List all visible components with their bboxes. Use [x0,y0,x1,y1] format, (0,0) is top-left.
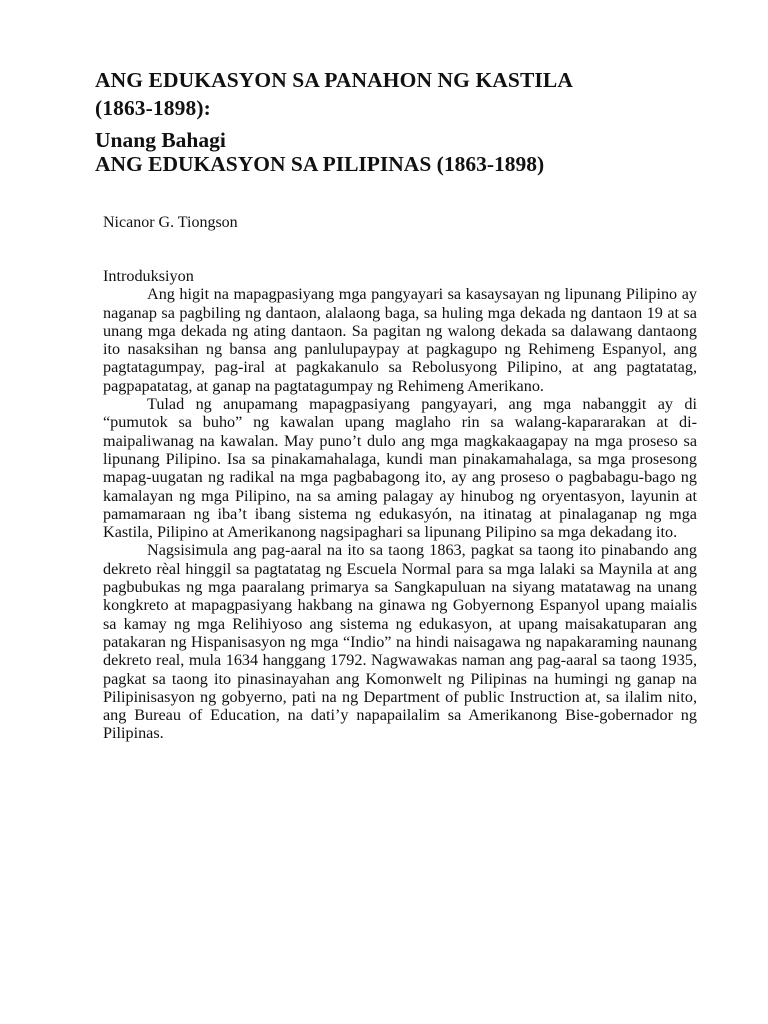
document-title-line-2: (1863-1898): [95,96,211,120]
section-heading: Introduksiyon [103,267,194,285]
paragraph-2: Tulad ng anupamang mapagpasiyang pangyayari, ang mga nabanggit ay di “pumutok sa buho” ng kawalan upang maglaho rin sa walang-kapararakan at di-maipaliwanag na kawalan. May puno’t dulo ang mga magkakaagapay na mga proseso sa lipunang Pilipino. Isa sa pinakamahalaga, kundi man pinakamahalaga, sa mga prosesong mapag-uugatan ng radikal na mga pagbabagong ito, ay ang proseso o pagbabagu-bago ng kamalayan ng mga Pilipino, na sa aming palagay ay hinubog ng oryentasyon, layunin at pamamaraan ng iba’t ibang sistema ng edukasyón, na itinatag at pinalaganap ng mga Kastila, Pilipino at Amerikanong nagsipaghari sa lipunang Pilipino sa mga dekadang ito. [103,395,697,542]
document-subtitle-line-2: ANG EDUKASYON SA PILIPINAS (1863-1898) [95,152,545,176]
author-name: Nicanor G. Tiongson [103,214,238,231]
body-text [103,267,697,743]
paragraph-1: Ang higit na mapagpasiyang mga pangyayari sa kasaysayan ng lipunang Pilipino ay naganap sa pagbiling ng dantaon, alalaong baga, sa huling mga dekada ng dantaon 19 at sa unang mga dekada ng ating dantaon. Sa pagitan ng walong dekada sa dalawang dantaong ito nasaksihan ng bansa ang panlulupaypay at pagkagupo ng Rehimeng Espanyol, ang pagtatagumpay, pag-iral at pagkakanulo sa Rebolusyong Pilipino, at ang pagtatatag, pagpapatatag, at ganap na pagtatagumpay ng Rehimeng Amerikano. [103,285,697,395]
title-block [95,66,735,176]
document-subtitle-line-1: Unang Bahagi [95,128,226,152]
document-title-line-1: ANG EDUKASYON SA PANAHON NG KASTILA [95,68,573,92]
paragraph-3: Nagsisimula ang pag-aaral na ito sa taong 1863, pagkat sa taong ito pinabando ang dekreto rèal hinggil sa pagtatatag ng Escuela Normal para sa mga lalaki sa Maynila at ang pagbubukas ng mga paaralang primarya sa Sangkapuluan na siyang matatawag na unang kongkreto at mapagpasiyang hakbang na ginawa ng Gobyernong Espanyol upang maialis sa kamay ng mga Relihiyoso ang sistema ng edukasyon, at upang maisakatuparan ang patakaran ng Hispanisasyon ng mga “Indio” na hindi naisagawa ng napakaraming naunang dekreto real, mula 1634 hanggang 1792. Nagwawakas naman ang pag-aaral sa taong 1935, pagkat sa taong ito pinasinayahan ang Komonwelt ng Pilipinas na humingi ng ganap na Pilipinisasyon ng gobyerno, pati na ng Department of public Instruction at, sa ilalim nito, ang Bureau of Education, na dati’y napapailalim sa Amerikanong Bise-gobernador ng Pilipinas. [103,541,697,743]
